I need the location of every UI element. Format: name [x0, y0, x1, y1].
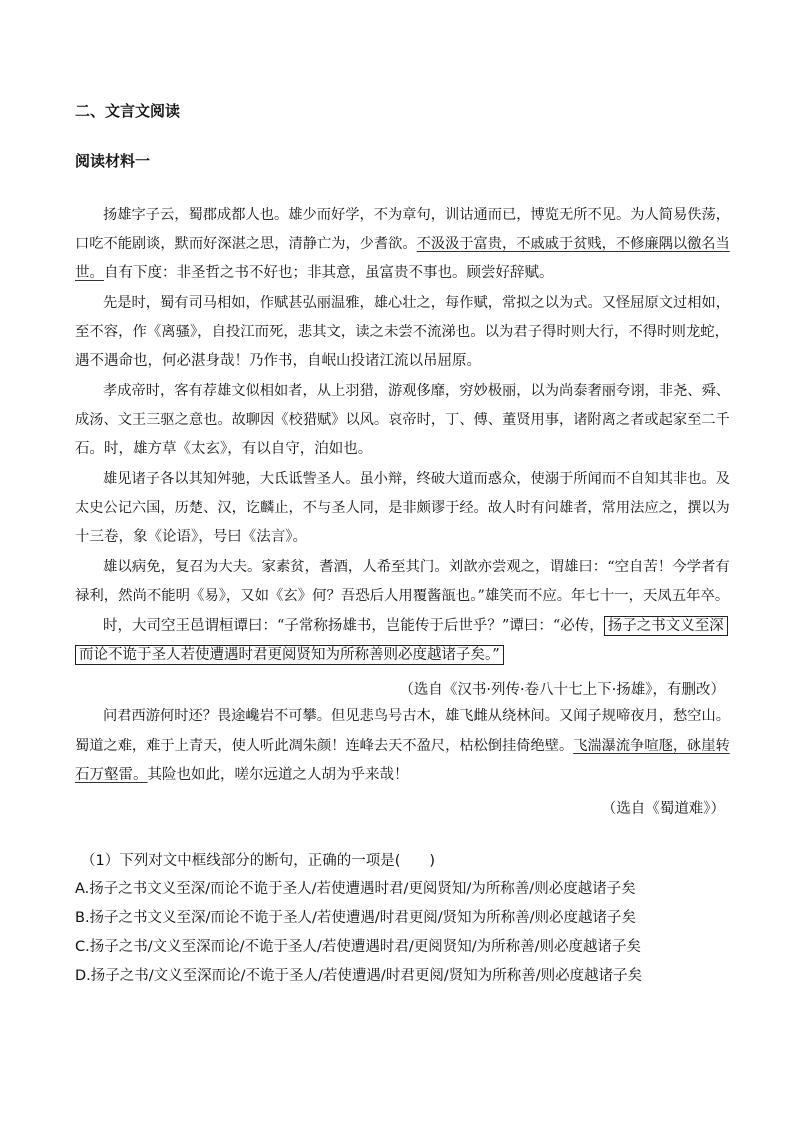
underlined-sentence: 世。	[75, 265, 104, 281]
underlined-sentence: 石万壑雷。	[75, 767, 148, 783]
paragraph-5-line-2: 禄利，然尚不能明《易》，又如《玄》何？吾恐后人用覆酱瓿也。”雄笑而不应。年七十一，天凤五年卒。	[75, 588, 730, 604]
paragraph-3-line-2: 成汤、文王三驱之意也。故聊因《校猎赋》以风。哀帝时，丁、傅、董贤用事，诸附离之者或起家至二千	[75, 412, 730, 428]
text-run: 蜀道之难，难于上青天，使人听此凋朱颜！连峰去天不盈尺，枯松倒挂倚绝壁。	[75, 738, 574, 754]
option-d[interactable]: D.扬子之书/文义至深而论/不诡于圣人/若使遭遇/时君更阅/贤知为所称善/则必度越诸子矣	[75, 968, 643, 984]
paragraph-5-line-1: 雄以病免，复召为大夫。家素贫，耆酒，人希至其门。刘歆亦尝观之，谓雄曰：“空自苦！今学者有	[103, 559, 730, 575]
paragraph-3-line-3: 石。时，雄方草《太玄》，有以自守，泊如也。	[75, 441, 373, 457]
paragraph-4-line-3: 十三卷，象《论语》，号曰《法言》。	[75, 529, 307, 545]
paragraph-1-line-1: 扬雄字子云，蜀郡成都人也。雄少而好学，不为章句，训诂通而已，博览无所不见。为人简易佚荡，	[103, 207, 731, 223]
underlined-sentence: 不汲汲于富贵，不戚戚于贫贱，不修廉隅以徼名当	[416, 236, 730, 252]
paragraph-2-line-1: 先是时，蜀有司马相如，作赋甚弘丽温雅，雄心壮之，每作赋，常拟之以为式。又怪屈原文过相如，	[103, 295, 731, 311]
paragraph-7-line-1: 问君西游何时还？畏途巉岩不可攀。但见悲鸟号古木，雄飞雌从绕林间。又闻子规啼夜月，愁空山。	[103, 708, 731, 724]
paragraph-6-line-1	[103, 616, 725, 636]
source-citation-1: （选自《汉书·列传·卷八十七上下·扬雄》，有删改）	[399, 682, 725, 698]
paragraph-6-line-2	[75, 645, 725, 665]
framed-passage-start: 扬子之书文义至深	[604, 616, 728, 636]
paragraph-7-line-2	[75, 736, 730, 756]
text-run: 其险也如此，嗟尔远道之人胡为乎来哉！	[147, 767, 409, 783]
paragraph-2-line-3: 遇不遇命也，何必湛身哉！乃作书，自岷山投诸江流以吊屈原。	[75, 353, 481, 369]
source-citation-2: （选自《蜀道难》）	[601, 801, 725, 817]
paragraph-4-line-1: 雄见诸子各以其知舛驰，大氐诋訾圣人。虽小辩，终破大道而惑众，使溺于所闻而不自知其非也。及	[103, 471, 731, 487]
question-stem: （1）下列对文中框线部分的断句，正确的一项是( )	[81, 853, 436, 869]
text-run: 时，大司空王邑谓桓谭曰：“子常称扬雄书，岂能传于后世乎？”谭曰：“必传，	[103, 618, 604, 634]
paragraph-4-line-2: 太史公记六国，历楚、汉，讫麟止，不与圣人同，是非颇谬于经。故人时有问雄者，常用法应之，撰以为	[75, 500, 730, 516]
section-title: 二、文言文阅读	[75, 102, 181, 120]
option-a[interactable]: A.扬子之书文义至深/而论不诡于圣人/若使遭遇时君/更阅贤知/为所称善/则必度越诸子矣	[75, 881, 636, 897]
material-title: 阅读材料一	[75, 152, 151, 170]
option-b[interactable]: B.扬子之书文义至深/而论不诡于圣人/若使遭遇/时君更阅/贤知为所称善/则必度越诸子矣	[75, 910, 636, 926]
text-run: 口吃不能剧谈，默而好深湛之思，清静亡为，少耆欲。	[75, 236, 417, 252]
paragraph-7-line-3	[75, 765, 725, 785]
framed-passage-end: 而论不诡于圣人若使遭遇时君更阅贤知为所称善则必度越诸子矣。”	[75, 645, 504, 665]
paragraph-2-line-2: 至不容，作《离骚》，自投江而死，悲其文，读之未尝不流涕也。以为君子得时则大行，不得时则龙蛇，	[75, 324, 730, 340]
paragraph-3-line-1: 孝成帝时，客有荐雄文似相如者，从上羽猎，游观侈靡，穷妙极丽，以为尚泰奢丽夸诩，非尧、舜、	[103, 383, 731, 399]
option-c[interactable]: C.扬子之书/文义至深而论/不诡于圣人/若使遭遇时君/更阅贤知/为所称善/则必度越诸子矣	[75, 939, 642, 955]
paragraph-1-line-2	[75, 234, 730, 254]
paragraph-1-line-3	[75, 263, 725, 283]
underlined-sentence: 飞湍瀑流争喧豗，砯崖转	[573, 738, 730, 754]
text-run: 自有下度：非圣哲之书不好也；非其意，虽富贵不事也。顾尝好辞赋。	[104, 265, 554, 281]
